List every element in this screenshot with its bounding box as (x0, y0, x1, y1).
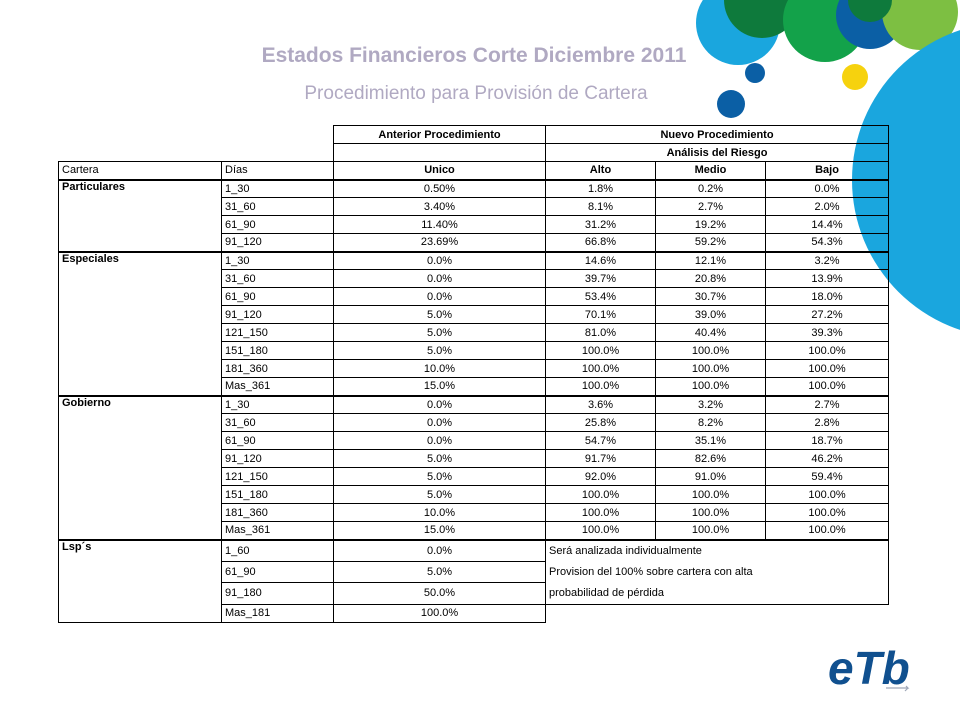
cell-medio: 100.0% (656, 486, 766, 504)
cell-bajo: 13.9% (766, 270, 889, 288)
cell-bajo: 100.0% (766, 360, 889, 378)
cell-dias: 91_120 (222, 234, 334, 252)
cell-medio: 40.4% (656, 324, 766, 342)
cell-unico: 11.40% (334, 216, 546, 234)
cell-bajo: 46.2% (766, 450, 889, 468)
cell-unico: 100.0% (334, 604, 546, 622)
table-row (59, 396, 889, 414)
cell-medio: 20.8% (656, 270, 766, 288)
cell-unico: 0.0% (334, 432, 546, 450)
cell-alto: 39.7% (546, 270, 656, 288)
lsp-note-line: probabilidad de pérdida (549, 586, 664, 599)
col-header-unico: Unico (334, 162, 546, 180)
cell-alto: 100.0% (546, 360, 656, 378)
bubble-lime-right (882, 0, 958, 50)
group-label: Lsp´s (59, 540, 222, 623)
cell-alto: 53.4% (546, 288, 656, 306)
cell-alto: 100.0% (546, 522, 656, 540)
cell-dias: 1_30 (222, 252, 334, 270)
col-header-medio: Medio (656, 162, 766, 180)
cell-dias: 31_60 (222, 198, 334, 216)
cell-dias: 31_60 (222, 414, 334, 432)
cell-dias: 121_150 (222, 468, 334, 486)
col-header-bajo: Bajo (766, 162, 889, 180)
cell-unico: 10.0% (334, 360, 546, 378)
cell-unico: 0.0% (334, 288, 546, 306)
cell-medio: 91.0% (656, 468, 766, 486)
cell-medio: 35.1% (656, 432, 766, 450)
cell-alto: 100.0% (546, 486, 656, 504)
cell-alto: 100.0% (546, 378, 656, 396)
cell-bajo: 2.8% (766, 414, 889, 432)
lsp-note (546, 540, 889, 605)
table-row (59, 252, 889, 270)
cell-medio: 100.0% (656, 522, 766, 540)
header-row-columns (59, 162, 889, 180)
cell-alto: 81.0% (546, 324, 656, 342)
bubble-navy-right (836, 0, 904, 49)
cell-alto: 91.7% (546, 450, 656, 468)
table-row (59, 540, 889, 562)
cell-unico: 0.50% (334, 180, 546, 198)
page-title: Estados Financieros Corte Diciembre 2011 (261, 44, 687, 67)
etb-logo (826, 636, 916, 700)
bubble-dark-green-top (724, 0, 800, 38)
cell-dias: Mas_361 (222, 522, 334, 540)
cell-dias: 121_150 (222, 324, 334, 342)
cell-bajo: 18.0% (766, 288, 889, 306)
cell-alto: 14.6% (546, 252, 656, 270)
header-nuevo-procedimiento: Nuevo Procedimiento (546, 126, 889, 144)
cell-dias: 181_360 (222, 360, 334, 378)
cell-medio: 100.0% (656, 378, 766, 396)
cell-dias: 181_360 (222, 504, 334, 522)
cell-medio: 2.7% (656, 198, 766, 216)
cell-dias: 1_60 (222, 540, 334, 562)
cell-alto: 25.8% (546, 414, 656, 432)
cell-dias: Mas_361 (222, 378, 334, 396)
cell-unico: 0.0% (334, 540, 546, 562)
cell-bajo: 3.2% (766, 252, 889, 270)
cell-dias: 61_90 (222, 561, 334, 583)
cell-unico: 0.0% (334, 414, 546, 432)
cell-dias: 151_180 (222, 486, 334, 504)
cell-alto: 3.6% (546, 396, 656, 414)
cell-medio: 82.6% (656, 450, 766, 468)
header-row-analisis (59, 144, 889, 162)
cell-unico: 0.0% (334, 252, 546, 270)
cell-medio: 59.2% (656, 234, 766, 252)
cell-unico: 15.0% (334, 378, 546, 396)
cell-bajo: 2.7% (766, 396, 889, 414)
cell-dias: Mas_181 (222, 604, 334, 622)
cell-medio: 8.2% (656, 414, 766, 432)
cell-dias: 91_120 (222, 450, 334, 468)
cell-alto: 8.1% (546, 198, 656, 216)
cell-dias: 91_180 (222, 583, 334, 605)
cell-medio: 30.7% (656, 288, 766, 306)
cell-medio: 3.2% (656, 396, 766, 414)
cell-dias: 61_90 (222, 288, 334, 306)
cell-alto: 1.8% (546, 180, 656, 198)
cell-bajo: 54.3% (766, 234, 889, 252)
cell-dias: 61_90 (222, 432, 334, 450)
header-row-procedures (59, 126, 889, 144)
cell-unico: 3.40% (334, 198, 546, 216)
cell-alto: 70.1% (546, 306, 656, 324)
cell-bajo: 100.0% (766, 504, 889, 522)
cell-unico: 5.0% (334, 561, 546, 583)
cell-unico: 5.0% (334, 324, 546, 342)
cell-bajo: 100.0% (766, 522, 889, 540)
cell-dias: 61_90 (222, 216, 334, 234)
etb-logo-text: eTb (828, 642, 910, 694)
group-label: Especiales (59, 252, 222, 396)
cell-medio: 19.2% (656, 216, 766, 234)
cell-bajo: 2.0% (766, 198, 889, 216)
cell-unico: 10.0% (334, 504, 546, 522)
cell-medio: 39.0% (656, 306, 766, 324)
lsp-note-line: Provision del 100% sobre cartera con alta (549, 565, 753, 578)
cell-unico: 0.0% (334, 270, 546, 288)
header-analisis-riesgo: Análisis del Riesgo (546, 144, 889, 162)
cell-unico: 5.0% (334, 306, 546, 324)
cell-dias: 91_120 (222, 306, 334, 324)
cell-bajo: 18.7% (766, 432, 889, 450)
cell-dias: 1_30 (222, 396, 334, 414)
col-header-alto: Alto (546, 162, 656, 180)
col-header-dias: Días (222, 162, 334, 180)
provision-table (58, 125, 889, 623)
cell-medio: 100.0% (656, 342, 766, 360)
group-label: Gobierno (59, 396, 222, 540)
cell-unico: 5.0% (334, 468, 546, 486)
cell-bajo: 27.2% (766, 306, 889, 324)
cell-alto: 54.7% (546, 432, 656, 450)
cell-unico: 23.69% (334, 234, 546, 252)
cell-medio: 0.2% (656, 180, 766, 198)
cell-unico: 0.0% (334, 396, 546, 414)
cell-bajo: 100.0% (766, 378, 889, 396)
cell-alto: 92.0% (546, 468, 656, 486)
cell-unico: 5.0% (334, 486, 546, 504)
group-label: Particulares (59, 180, 222, 252)
cell-alto: 66.8% (546, 234, 656, 252)
cell-dias: 151_180 (222, 342, 334, 360)
cell-alto: 31.2% (546, 216, 656, 234)
cell-unico: 50.0% (334, 583, 546, 605)
cell-bajo: 100.0% (766, 342, 889, 360)
cell-medio: 100.0% (656, 360, 766, 378)
cell-alto: 100.0% (546, 504, 656, 522)
cell-bajo: 100.0% (766, 486, 889, 504)
cell-medio: 12.1% (656, 252, 766, 270)
cell-dias: 31_60 (222, 270, 334, 288)
cell-medio: 100.0% (656, 504, 766, 522)
col-header-cartera: Cartera (59, 162, 222, 180)
cell-alto: 100.0% (546, 342, 656, 360)
bubble-dark-green-right (848, 0, 892, 22)
table-row (59, 180, 889, 198)
cell-unico: 15.0% (334, 522, 546, 540)
page-subtitle: Procedimiento para Provisión de Cartera (304, 83, 648, 104)
header-anterior-procedimiento: Anterior Procedimiento (334, 126, 546, 144)
cell-dias: 1_30 (222, 180, 334, 198)
cell-bajo: 14.4% (766, 216, 889, 234)
cell-unico: 5.0% (334, 450, 546, 468)
cell-bajo: 59.4% (766, 468, 889, 486)
lsp-note-line: Será analizada individualmente (549, 544, 702, 557)
cell-bajo: 39.3% (766, 324, 889, 342)
cell-bajo: 0.0% (766, 180, 889, 198)
cell-unico: 5.0% (334, 342, 546, 360)
